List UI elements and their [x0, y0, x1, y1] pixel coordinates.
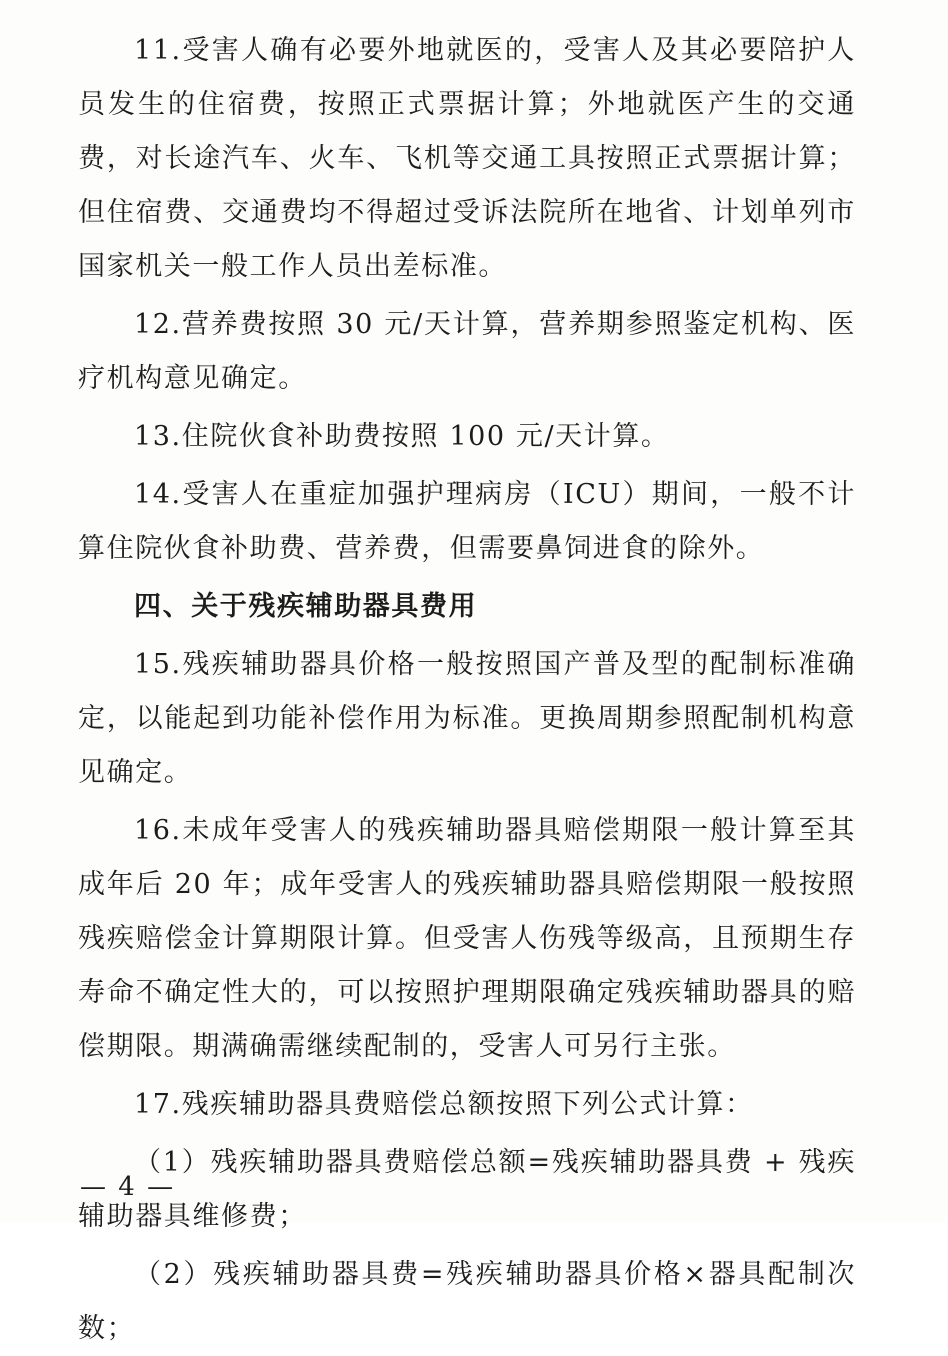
- paragraph-15: 15.残疾辅助器具价格一般按照国产普及型的配制标准确定，以能起到功能补偿作用为标准。更换周期参照配制机构意见确定。: [78, 649, 856, 788]
- section-heading-4: 四、关于残疾辅助器具费用: [134, 591, 478, 622]
- formula-2: （2）残疾辅助器具费=残疾辅助器具价格×器具配制次数；: [78, 1259, 856, 1344]
- formula-1: （1）残疾辅助器具费赔偿总额=残疾辅助器具费 + 残疾辅助器具维修费；: [78, 1147, 856, 1232]
- paragraph-17: 17.残疾辅助器具费赔偿总额按照下列公式计算：: [134, 1089, 754, 1120]
- paragraph-14: 14.受害人在重症加强护理病房（ICU）期间，一般不计算住院伙食补助费、营养费，但需要鼻饲进食的除外。: [78, 479, 856, 564]
- page-number: — 4 —: [80, 1172, 176, 1202]
- paragraph-13: 13.住院伙食补助费按照 100 元/天计算。: [134, 421, 670, 452]
- paragraph-11: 11.受害人确有必要外地就医的，受害人及其必要陪护人员发生的住宿费，按照正式票据计算；外地就医产生的交通费，对长途汽车、火车、飞机等交通工具按照正式票据计算；但住宿费、交通费均不得超过受诉法院所在地省、计划单列市国家机关一般工作人员出差标准。: [78, 35, 856, 282]
- paragraph-12: 12.营养费按照 30 元/天计算，营养期参照鉴定机构、医疗机构意见确定。: [78, 309, 856, 394]
- paragraph-16: 16.未成年受害人的残疾辅助器具赔偿期限一般计算至其成年后 20 年；成年受害人的残疾辅助器具赔偿期限一般按照残疾赔偿金计算期限计算。但受害人伤残等级高，且预期生存寿命不确定性大的，可以按照护理期限确定残疾辅助器具的赔偿期限。期满确需继续配制的，受害人可另行主张。: [78, 815, 856, 1062]
